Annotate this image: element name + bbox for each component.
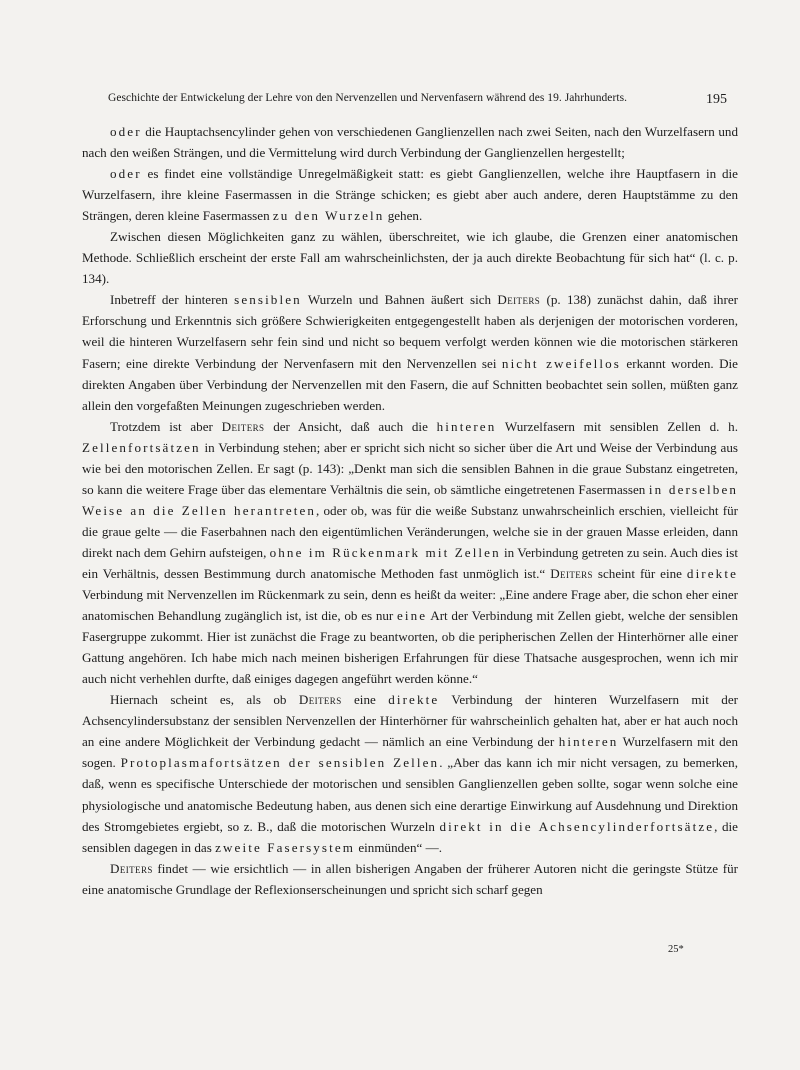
text-run: findet — wie ersichtlich — in allen bisherigen Angaben der früherer Autoren nicht die geringste Stütze für eine anatomische Grundlage der Reflexionserscheinungen und spricht sich scharf gegen xyxy=(82,860,738,897)
spaced-emphasis: direkte xyxy=(388,692,440,708)
author-name: Deiters xyxy=(110,860,153,876)
spaced-emphasis: Zellenfortsätzen xyxy=(82,439,201,455)
text-run: . „Aber das kann ich mir nicht versagen, zu bemerken, daß, wenn es specifische Unterschiede der motorischen und sensiblen Ganglienzellen geben sollte, sogar wenn solche eine physiologische und anatomische Bedeutung haben, aus denen sich eine derartige Einwirkung auf Ausdehnung und Direktion des Stromgebietes ergiebt, so z. B., daß die motorischen Wurzeln xyxy=(82,755,738,834)
running-head: Geschichte der Entwickelung der Lehre von den Nervenzellen und Nervenfasern während des 19. Jahrhunderts. xyxy=(108,92,628,104)
text-run: , oder ob, was für die weiße Substanz unwahrscheinlich erschien, vielleicht für die graue gelte — die Faserbahnen nach den eigentümlichen Veränderungen, welche sie in der grauen Masse erleiden, dann direkt nach dem Gehirn aufsteigen, xyxy=(82,502,738,560)
spaced-emphasis: ohne im Rückenmark mit Zellen xyxy=(269,544,501,560)
text-run: eine xyxy=(341,692,389,708)
spaced-emphasis: hinteren xyxy=(558,734,619,750)
text-run: Hiernach scheint es, als ob xyxy=(110,692,299,708)
sheet-signature: 25* xyxy=(668,944,684,955)
paragraph xyxy=(82,416,738,690)
spaced-emphasis: zweite Fasersystem xyxy=(215,839,356,855)
text-run: Trotzdem ist aber xyxy=(110,418,222,434)
text-run: scheint für eine xyxy=(592,565,687,581)
text-run: (p. 138) zunächst dahin, daß ihrer Erforschung und Erkenntnis sich größere Schwierigkeiten entgegengestellt haben als derjenigen der motorischen vorderen, weil die hinteren Wurzelfasern sehr fein sind und nicht so bequem verfolgt werden können wie die motorischen stärkeren Fasern; eine direkte Verbindung der Nervenfasern mit den Nervenzellen sei xyxy=(82,292,738,371)
paragraph xyxy=(82,289,738,415)
spaced-emphasis: oder xyxy=(110,166,142,182)
spaced-emphasis: zu den Wurzeln xyxy=(272,208,385,224)
text-run: in Verbindung getreten zu sein. Auch dies ist ein Verhältnis, dessen Bestimmung durch anatomische Methoden fast unmöglich ist.“ xyxy=(82,544,738,581)
text-run: Zwischen diesen Möglichkeiten ganz zu wählen, überschreitet, wie ich glaube, die Grenzen einer anatomischen Methode. Schließlich erscheint der erste Fall am wahrscheinlichsten, der ja auch direkte Beobachtung für sich hat“ (l. c. p. 134). xyxy=(82,229,738,287)
text-run: erkannt worden. Die direkten Angaben über Verbindung der Nervenzellen mit den Fasern, die auf Schnitten beobachtet sein sollen, müßten ganz allein den vorgefaßten Meinungen zugeschrieben werden. xyxy=(82,355,738,413)
spaced-emphasis: direkt in die Achsencylinderfortsätze xyxy=(439,818,715,834)
text-run: die Hauptachsencylinder gehen von verschiedenen Ganglienzellen nach zwei Seiten, nach den Wurzelfasern und nach den weißen Strängen, und die Vermittelung wird durch Verbindung der Ganglienzellen hergestellt; xyxy=(82,124,738,161)
spaced-emphasis: sensiblen xyxy=(234,292,302,308)
text-run: der Ansicht, daß auch die xyxy=(264,418,437,434)
spaced-emphasis: Protoplasmafortsätzen der sensiblen Zellen xyxy=(120,755,440,771)
text-run: Verbindung der hinteren Wurzelfasern mit der Achsencylindersubstanz der sensiblen Nervenzellen der Hinterhörner für wahrscheinlich gehalten hat, aber er hat auch noch an eine andere Möglichkeit der Verbindung gedacht — nämlich an eine Verbindung der xyxy=(82,692,738,750)
spaced-emphasis: nicht zweifellos xyxy=(501,355,621,371)
text-run: Verbindung mit Nervenzellen im Rückenmark zu sein, denn es heißt da weiter: „Eine andere Frage aber, die schon eher einer anatomischen Behandlung zugänglich ist, ist die, ob es nur xyxy=(82,587,738,624)
text-run: einmünden“ —. xyxy=(355,839,442,855)
text-run: , die sensiblen dagegen in das xyxy=(82,818,738,855)
body-text xyxy=(82,121,738,900)
paragraph xyxy=(82,121,738,163)
spaced-emphasis: eine xyxy=(397,608,428,624)
paragraph xyxy=(82,226,738,289)
author-name: Deiters xyxy=(221,418,265,434)
paragraph xyxy=(82,858,738,900)
spaced-emphasis: hinteren xyxy=(436,418,497,434)
spaced-emphasis: direkte xyxy=(686,565,738,581)
text-run: Inbetreff der hinteren xyxy=(110,292,235,308)
text-run: Art der Verbindung mit Zellen giebt, welche der sensiblen Fasergruppe zukommt. Hier ist zunächst die Frage zu beantworten, ob die peripherischen Zellen der Hinterhörner alle einer Gattung angehören. Ich habe mich nach meinen bisherigen Erfahrungen für diese Thatsache ausgesprochen, wenn ich mir auch nicht verhehlen durfte, daß einiges dagegen angeführt werden könne.“ xyxy=(82,608,738,687)
author-name: Deiters xyxy=(497,292,541,308)
text-run: es findet eine vollständige Unregelmäßigkeit statt: es giebt Ganglienzellen, welche ihre Hauptfasern in die Wurzelfasern, ihre kleine Fasermassen in die Stränge schicken; es giebt aber auch andere, deren Hauptstämme zu den Strängen, deren kleine Fasermassen xyxy=(82,166,738,224)
text-run: Wurzelfasern mit sensiblen Zellen d. h. xyxy=(496,418,738,434)
paragraph xyxy=(82,689,738,857)
author-name: Deiters xyxy=(550,565,593,581)
author-name: Deiters xyxy=(298,692,342,708)
spaced-emphasis: oder xyxy=(110,124,142,139)
page-number: 195 xyxy=(706,92,727,107)
paragraph xyxy=(82,163,738,226)
text-run: Wurzeln und Bahnen äußert sich xyxy=(301,292,498,308)
text-run: gehen. xyxy=(384,208,423,224)
text-run: Wurzelfasern mit den sogen. xyxy=(82,734,738,771)
text-run: in Verbindung stehen; aber er spricht sich nicht so sicher über die Art und Weise der Verbindung aus wie bei den motorischen Zellen. Er sagt (p. 143): „Denkt man sich die sensiblen Bahnen in die graue Substanz eingetreten, so kann die weitere Frage über das elementare Verhältnis die sein, ob sämtliche eingetretenen Fasermassen xyxy=(82,439,738,497)
spaced-emphasis: in derselben Weise an die Zellen herantreten xyxy=(82,481,739,518)
